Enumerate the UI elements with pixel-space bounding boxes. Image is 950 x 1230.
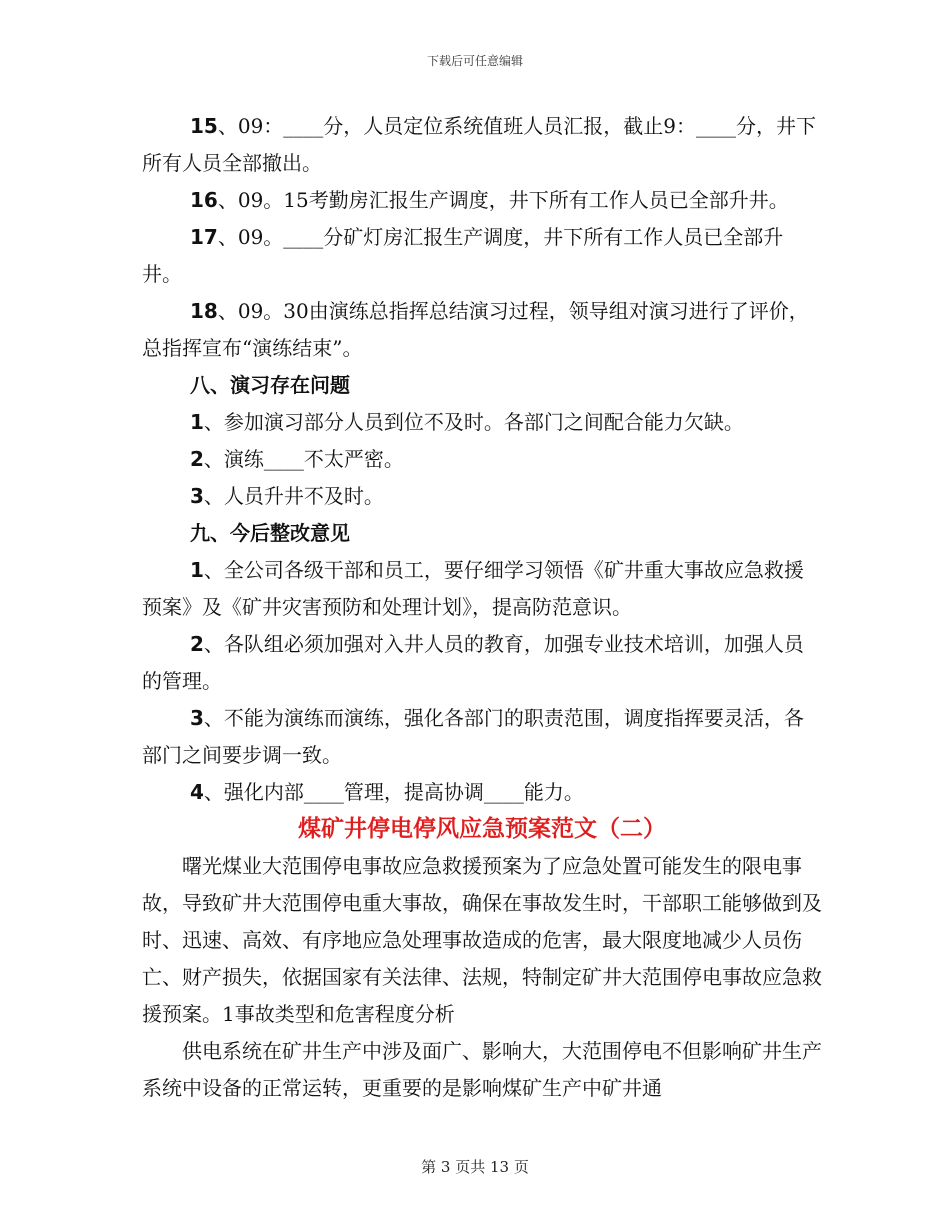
list-item: [142, 219, 822, 293]
item-number: 3: [190, 706, 204, 730]
item-text: 、不能为演练而演练，强化各部门的职责范围，调度指挥要灵活，各部门之间要步调一致。: [142, 706, 804, 767]
item-number: 1: [190, 410, 204, 434]
item-text: 、参加演习部分人员到位不及时。各部门之间配合能力欠缺。: [203, 410, 744, 434]
item-text: 、09。30由演练总指挥总结演习过程，领导组对演习进行了评价，总指挥宣布“演练结束”。: [142, 299, 809, 360]
list-item: [142, 478, 822, 515]
section-heading-8: 八、演习存在问题: [190, 373, 350, 397]
list-item: [142, 774, 822, 811]
list-item: [142, 700, 822, 774]
item-text: 、09。15考勤房汇报生产调度，井下所有工作人员已全部升井。: [217, 188, 789, 212]
item-number: 4: [190, 780, 204, 804]
item-text: 、人员升井不及时。: [203, 484, 384, 508]
item-text: 、09。____分矿灯房汇报生产调度，井下所有工作人员已全部升井。: [142, 225, 784, 286]
body-paragraph: 曙光煤业大范围停电事故应急救援预案为了应急处置可能发生的限电事故，导致矿井大范围停电重大事故，确保在事故发生时，干部职工能够做到及时、迅速、高效、有序地应急处理事故造成的危害，最大限度地减少人员伤亡、财产损失，依据国家有关法律、法规，特制定矿井大范围停电事故应急救援预案。1事故类型和危害程度分析: [142, 854, 822, 1026]
list-item: [142, 182, 822, 219]
body-paragraph: 供电系统在矿井生产中涉及面广、影响大，大范围停电不但影响矿井生产系统中设备的正常运转，更重要的是影响煤矿生产中矿井通: [142, 1039, 822, 1100]
page-footer: 第 3 页共 13 页: [421, 1158, 529, 1176]
item-text: 、各队组必须加强对入井人员的教育，加强专业技术培训，加强人员的管理。: [142, 632, 804, 693]
list-item: [142, 626, 822, 700]
document-content: [142, 108, 822, 1107]
item-text: 、强化内部____管理，提高协调____能力。: [203, 780, 584, 804]
item-number: 1: [190, 558, 204, 582]
list-item: [142, 441, 822, 478]
list-item: [142, 293, 822, 367]
list-item: [142, 404, 822, 441]
item-text: 、全公司各级干部和员工，要仔细学习领悟《矿井重大事故应急救援预案》及《矿井灾害预防和处理计划》，提高防范意识。: [142, 558, 804, 619]
page-header: 下载后可任意编辑: [426, 54, 523, 68]
item-number: 2: [190, 632, 204, 656]
item-number: 16: [190, 188, 218, 212]
list-item: [142, 552, 822, 626]
section-title: 煤矿井停电停风应急预案范文（二）: [298, 816, 666, 842]
item-text: 、09：____分，人员定位系统值班人员汇报，截止9：____分，井下所有人员全部撤出。: [142, 114, 817, 175]
item-number: 17: [190, 225, 218, 249]
item-number: 2: [190, 447, 204, 471]
section-heading-9: 九、今后整改意见: [190, 521, 350, 545]
item-number: 18: [190, 299, 218, 323]
item-number: 15: [190, 114, 218, 138]
list-item: [142, 108, 822, 182]
item-number: 3: [190, 484, 204, 508]
item-text: 、演练____不太严密。: [203, 447, 404, 471]
